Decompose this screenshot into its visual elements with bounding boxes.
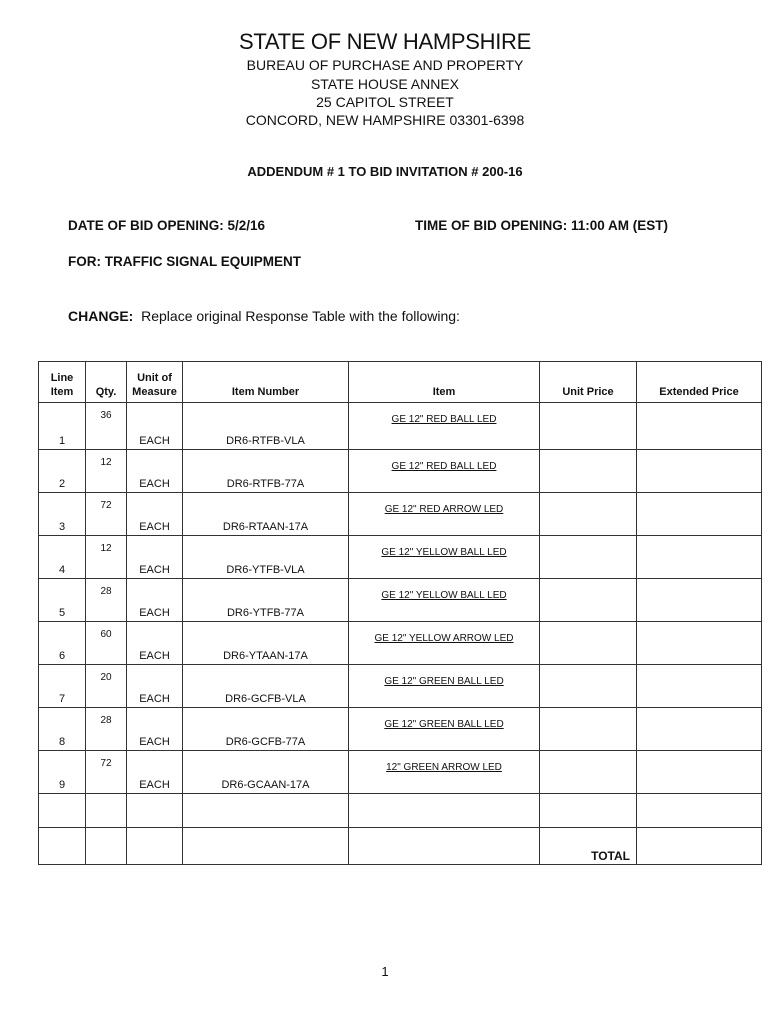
unit-cell: EACH [127, 450, 183, 493]
unit-price-cell[interactable] [540, 450, 637, 493]
for-line: FOR: TRAFFIC SIGNAL EQUIPMENT [68, 254, 301, 269]
unit-cell: EACH [127, 665, 183, 708]
unit-cell: EACH [127, 493, 183, 536]
header-unit-of-measure: Unit of Measure [127, 362, 183, 403]
unit-price-cell[interactable] [540, 536, 637, 579]
unit-price-cell[interactable] [540, 493, 637, 536]
header-line-item: Line Item [39, 362, 86, 403]
extended-price-cell[interactable] [637, 665, 762, 708]
header-item: Item [349, 362, 540, 403]
qty-value: 36 [100, 410, 112, 421]
unit-cell: EACH [127, 708, 183, 751]
item-cell [349, 493, 540, 536]
qty-value: 72 [100, 758, 112, 769]
header-item-number: Item Number [183, 362, 349, 403]
cell [86, 828, 127, 865]
extended-price-cell[interactable] [637, 493, 762, 536]
item-link[interactable]: 12" GREEN ARROW LED [386, 762, 502, 773]
extended-price-cell[interactable] [637, 622, 762, 665]
table-row [39, 665, 762, 708]
item-cell [349, 579, 540, 622]
item-cell [349, 403, 540, 450]
extended-price-cell[interactable] [637, 579, 762, 622]
unit-cell: EACH [127, 751, 183, 794]
addendum-heading: ADDENDUM # 1 TO BID INVITATION # 200-16 [247, 164, 523, 179]
table-header-row [39, 362, 762, 403]
unit-price-cell[interactable] [540, 708, 637, 751]
item-link[interactable]: GE 12" RED BALL LED [391, 414, 497, 425]
item-link[interactable]: GE 12" YELLOW BALL LED [381, 547, 507, 558]
table-row [39, 579, 762, 622]
qty-value: 12 [100, 457, 112, 468]
change-text: Replace original Response Table with the following: [141, 308, 460, 324]
item-link[interactable]: GE 12" GREEN BALL LED [384, 719, 504, 730]
unit-price-cell[interactable] [540, 794, 637, 828]
blank-row [39, 794, 762, 828]
cell [127, 828, 183, 865]
bid-opening-date: DATE OF BID OPENING: 5/2/16 [68, 218, 266, 233]
qty-cell [86, 536, 127, 579]
table-row [39, 536, 762, 579]
item-cell [349, 622, 540, 665]
unit-cell: EACH [127, 536, 183, 579]
unit-price-cell[interactable] [540, 579, 637, 622]
line-item-cell: 9 [39, 751, 86, 794]
qty-value: 12 [100, 543, 112, 554]
item-cell [349, 751, 540, 794]
table-row [39, 403, 762, 450]
item-cell [349, 536, 540, 579]
unit-cell: EACH [127, 579, 183, 622]
cell [39, 794, 86, 828]
cell [349, 828, 540, 865]
item-number-cell: DR6-YTFB-VLA [183, 536, 349, 579]
header-unit-price: Unit Price [540, 362, 637, 403]
building-name: STATE HOUSE ANNEX [310, 76, 460, 92]
header-extended-price: Extended Price [637, 362, 762, 403]
qty-cell [86, 403, 127, 450]
qty-value: 60 [100, 629, 112, 640]
qty-cell [86, 708, 127, 751]
extended-price-cell[interactable] [637, 450, 762, 493]
change-note [68, 308, 460, 324]
table-row [39, 708, 762, 751]
line-item-cell: 4 [39, 536, 86, 579]
header-qty: Qty. [86, 362, 127, 403]
qty-cell [86, 450, 127, 493]
extended-price-cell[interactable] [637, 794, 762, 828]
unit-cell: EACH [127, 622, 183, 665]
qty-cell [86, 622, 127, 665]
item-number-cell: DR6-YTFB-77A [183, 579, 349, 622]
item-number-cell: DR6-RTFB-77A [183, 450, 349, 493]
cell [86, 794, 127, 828]
item-cell [349, 665, 540, 708]
line-item-cell: 7 [39, 665, 86, 708]
item-number-cell: DR6-GCFB-77A [183, 708, 349, 751]
cell [183, 828, 349, 865]
extended-price-cell[interactable] [637, 536, 762, 579]
qty-value: 28 [100, 586, 112, 597]
qty-value: 28 [100, 715, 112, 726]
qty-cell [86, 493, 127, 536]
cell [349, 794, 540, 828]
unit-cell: EACH [127, 403, 183, 450]
bureau-name: BUREAU OF PURCHASE AND PROPERTY [246, 57, 524, 73]
item-link[interactable]: GE 12" RED BALL LED [391, 461, 497, 472]
unit-price-cell[interactable] [540, 751, 637, 794]
total-value-cell[interactable] [637, 828, 762, 865]
line-item-cell: 3 [39, 493, 86, 536]
extended-price-cell[interactable] [637, 403, 762, 450]
line-item-cell: 5 [39, 579, 86, 622]
line-item-cell: 8 [39, 708, 86, 751]
bid-opening-time: TIME OF BID OPENING: 11:00 AM (EST) [415, 218, 669, 233]
item-cell [349, 708, 540, 751]
item-link[interactable]: GE 12" YELLOW BALL LED [381, 590, 507, 601]
table-row [39, 622, 762, 665]
line-item-cell: 2 [39, 450, 86, 493]
extended-price-cell[interactable] [637, 751, 762, 794]
qty-cell [86, 751, 127, 794]
cell [127, 794, 183, 828]
item-number-cell: DR6-RTFB-VLA [183, 403, 349, 450]
page-number: 1 [381, 964, 389, 979]
item-number-cell: DR6-YTAAN-17A [183, 622, 349, 665]
table-row [39, 450, 762, 493]
state-title: STATE OF NEW HAMPSHIRE [238, 29, 532, 54]
qty-cell [86, 665, 127, 708]
city-address: CONCORD, NEW HAMPSHIRE 03301-6398 [245, 112, 525, 128]
item-cell [349, 450, 540, 493]
cell [183, 794, 349, 828]
qty-value: 20 [100, 672, 112, 683]
total-row [39, 828, 762, 865]
cell [39, 828, 86, 865]
unit-price-cell[interactable] [540, 622, 637, 665]
item-number-cell: DR6-GCFB-VLA [183, 665, 349, 708]
item-link[interactable]: GE 12" YELLOW ARROW LED [374, 633, 514, 644]
change-label: CHANGE: [68, 308, 134, 324]
line-item-cell: 6 [39, 622, 86, 665]
item-number-cell: DR6-GCAAN-17A [183, 751, 349, 794]
extended-price-cell[interactable] [637, 708, 762, 751]
qty-cell [86, 579, 127, 622]
table-row [39, 493, 762, 536]
unit-price-cell[interactable] [540, 403, 637, 450]
item-number-cell: DR6-RTAAN-17A [183, 493, 349, 536]
item-link[interactable]: GE 12" RED ARROW LED [384, 504, 504, 515]
total-label: TOTAL [540, 828, 637, 865]
line-item-cell: 1 [39, 403, 86, 450]
qty-value: 72 [100, 500, 112, 511]
response-table [38, 361, 762, 865]
unit-price-cell[interactable] [540, 665, 637, 708]
item-link[interactable]: GE 12" GREEN BALL LED [384, 676, 504, 687]
table-row [39, 751, 762, 794]
street-address: 25 CAPITOL STREET [316, 94, 454, 110]
